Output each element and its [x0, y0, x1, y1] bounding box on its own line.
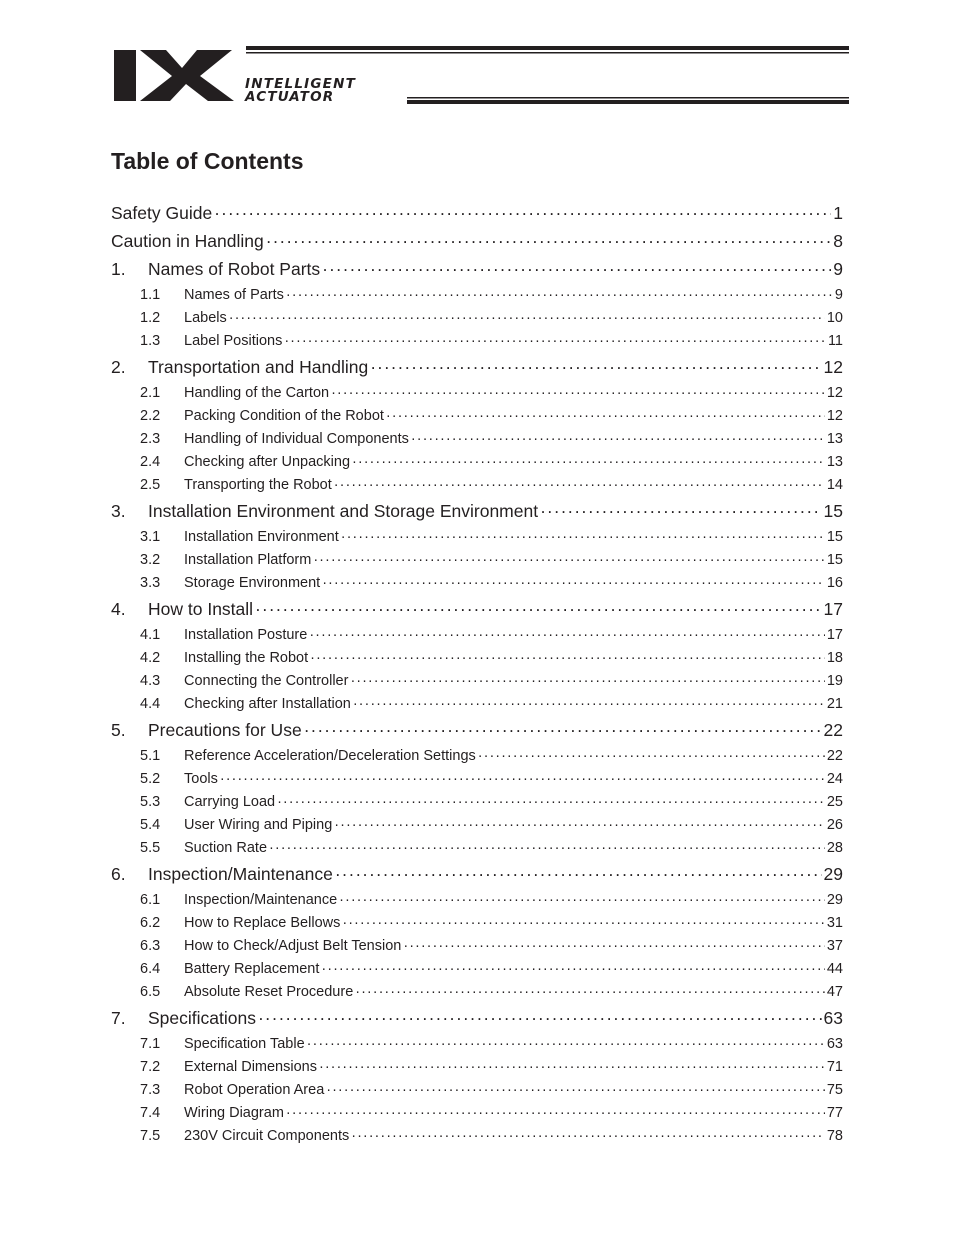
toc-entry[interactable]: [111, 428, 843, 451]
toc-entry-title: Transporting the Robot: [184, 477, 332, 493]
toc-entry[interactable]: [111, 791, 843, 814]
toc-entry-title: How to Check/Adjust Belt Tension: [184, 938, 402, 954]
toc-entry[interactable]: [111, 912, 843, 935]
toc-entry-page: 29: [823, 864, 843, 884]
toc-entry[interactable]: [111, 255, 843, 284]
toc-entry-page: 71: [826, 1059, 843, 1075]
toc-entry-title: Checking after Installation: [184, 696, 351, 712]
toc-entry[interactable]: [111, 497, 843, 526]
toc-entry-number: 3.2: [140, 552, 161, 568]
toc-entry-title: Carrying Load: [184, 794, 276, 810]
toc-entry-page: 22: [826, 748, 843, 764]
dot-leader: [286, 1102, 825, 1125]
toc-entry-number: 7.2: [140, 1059, 161, 1075]
brand-logo: [0, 0, 954, 110]
toc-entry[interactable]: [111, 981, 843, 1004]
toc-entry-page: 31: [826, 915, 843, 931]
toc-entry-title: User Wiring and Piping: [184, 817, 333, 833]
toc-entry[interactable]: [111, 745, 843, 768]
dot-leader: [403, 935, 825, 958]
toc-entry-title: Names of Robot Parts: [148, 259, 321, 279]
toc-entry-page: 63: [826, 1036, 843, 1052]
toc-entry-page: 12: [823, 357, 843, 377]
toc-entry-page: 14: [826, 477, 843, 493]
toc-entry[interactable]: [111, 1004, 843, 1033]
brand-line-intelligent: INTELLIGENT: [245, 76, 356, 92]
toc-entry[interactable]: [111, 382, 843, 405]
dot-leader: [309, 624, 825, 647]
toc-entry-title: How to Replace Bellows: [184, 915, 341, 931]
toc-entry-title: Reference Acceleration/Deceleration Settings: [184, 748, 476, 764]
toc-entry-page: 10: [826, 310, 843, 326]
toc-entry-page: 1: [833, 203, 843, 223]
dot-leader: [266, 227, 832, 255]
toc-entry-title: Caution in Handling: [111, 231, 264, 251]
dot-leader: [319, 1056, 825, 1079]
toc-entry-title: Installation Posture: [184, 627, 308, 643]
dot-leader: [313, 549, 825, 572]
toc-entry[interactable]: [111, 647, 843, 670]
toc-entry-title: Packing Condition of the Robot: [184, 408, 384, 424]
toc-entry-title: Installing the Robot: [184, 650, 309, 666]
toc-entry-number: 6.5: [140, 984, 161, 1000]
toc-entry-page: 78: [826, 1128, 843, 1144]
toc-entry-number: 2.: [111, 357, 126, 377]
toc-entry-page: 15: [826, 529, 843, 545]
toc-entry-title: Safety Guide: [111, 203, 213, 223]
page-title: Table of Contents: [111, 148, 304, 174]
toc-entry-page: 18: [826, 650, 843, 666]
dot-leader: [322, 255, 831, 284]
toc-entry-number: 6.3: [140, 938, 161, 954]
dot-leader: [284, 330, 826, 353]
toc-entry-title: Installation Environment: [184, 529, 339, 545]
toc-entry-page: 16: [826, 575, 843, 591]
dot-leader: [351, 1125, 825, 1148]
toc-entry-title: Names of Parts: [184, 287, 284, 303]
toc-entry[interactable]: [111, 307, 843, 330]
toc-entry[interactable]: [111, 405, 843, 428]
toc-entry[interactable]: [111, 860, 843, 889]
toc-entry-page: 44: [826, 961, 843, 977]
toc-entry-number: 4.4: [140, 696, 161, 712]
toc-entry[interactable]: [111, 284, 843, 307]
toc-entry[interactable]: [111, 958, 843, 981]
toc-entry-number: 2.2: [140, 408, 161, 424]
dot-leader: [326, 1079, 825, 1102]
toc-entry-number: 6.4: [140, 961, 161, 977]
toc-entry[interactable]: [111, 451, 843, 474]
toc-entry-title: How to Install: [148, 599, 254, 619]
toc-entry[interactable]: [111, 526, 843, 549]
dot-leader: [214, 199, 831, 227]
toc-entry-title: Specification Table: [184, 1036, 305, 1052]
toc-entry-number: 3.1: [140, 529, 161, 545]
toc-entry-page: 24: [826, 771, 843, 787]
toc-entry[interactable]: [111, 670, 843, 693]
toc-entry-number: 5.4: [140, 817, 161, 833]
dot-leader: [286, 284, 833, 307]
ix-logo-graphic: [0, 0, 954, 110]
dot-leader: [307, 1033, 825, 1056]
toc-entry-page: 63: [823, 1008, 843, 1028]
dot-leader: [353, 693, 825, 716]
toc-entry-page: 29: [826, 892, 843, 908]
dot-leader: [310, 647, 825, 670]
toc-entry-page: 13: [826, 431, 843, 447]
dot-leader: [220, 768, 825, 791]
toc-entry-page: 15: [823, 501, 843, 521]
toc-entry-page: 13: [826, 454, 843, 470]
dot-leader: [269, 837, 825, 860]
toc-entry-title: Tools: [184, 771, 218, 787]
toc-entry-page: 12: [826, 408, 843, 424]
toc-entry-title: External Dimensions: [184, 1059, 317, 1075]
toc-entry-page: 12: [826, 385, 843, 401]
toc-entry-page: 17: [823, 599, 843, 619]
toc-entry[interactable]: [111, 693, 843, 716]
toc-entry-page: 9: [833, 259, 843, 279]
toc-entry-title: Wiring Diagram: [184, 1105, 284, 1121]
toc-entry-number: 1.1: [140, 287, 161, 303]
toc-entry-number: 7.4: [140, 1105, 161, 1121]
dot-leader: [334, 814, 825, 837]
toc-entry-number: 6.2: [140, 915, 161, 931]
toc-entry[interactable]: [111, 814, 843, 837]
toc-entry-number: 4.2: [140, 650, 161, 666]
toc-entry-title: Connecting the Controller: [184, 673, 349, 689]
toc-entry-page: 26: [826, 817, 843, 833]
dot-leader: [339, 889, 825, 912]
toc-entry-title: Inspection/Maintenance: [148, 864, 333, 884]
toc-entry-number: 7.: [111, 1008, 126, 1028]
toc-entry-number: 1.2: [140, 310, 161, 326]
toc-entry-number: 6.: [111, 864, 126, 884]
toc-entry-title: Robot Operation Area: [184, 1082, 325, 1098]
toc-entry-page: 11: [827, 333, 843, 349]
toc-entry-number: 4.3: [140, 673, 161, 689]
dot-leader: [229, 307, 825, 330]
toc-entry-number: 5.2: [140, 771, 161, 787]
toc-entry-page: 47: [826, 984, 843, 1000]
dot-leader: [334, 474, 825, 497]
toc-entry-title: Specifications: [148, 1008, 256, 1028]
toc-entry-title: Precautions for Use: [148, 720, 302, 740]
dot-leader: [258, 1004, 822, 1033]
toc-entry-title: Handling of the Carton: [184, 385, 330, 401]
toc-entry[interactable]: [111, 199, 843, 227]
toc-entry-title: Label Positions: [184, 333, 283, 349]
toc-entry-page: 75: [826, 1082, 843, 1098]
toc-entry-number: 6.1: [140, 892, 161, 908]
toc-entry-page: 21: [826, 696, 843, 712]
toc-entry-number: 2.1: [140, 385, 161, 401]
dot-leader: [322, 572, 825, 595]
toc-entry-page: 77: [826, 1105, 843, 1121]
toc-entry[interactable]: [111, 768, 843, 791]
toc-entry[interactable]: [111, 549, 843, 572]
toc-entry-page: 37: [826, 938, 843, 954]
toc-entry-page: 17: [826, 627, 843, 643]
dot-leader: [478, 745, 825, 768]
toc-entry-number: 2.5: [140, 477, 161, 493]
toc-entry[interactable]: [111, 353, 843, 382]
dot-leader: [370, 353, 821, 382]
toc-entry-page: 8: [833, 231, 843, 251]
toc-entry-title: Storage Environment: [184, 575, 321, 591]
toc-entry[interactable]: [111, 227, 843, 255]
toc-entry-title: Battery Replacement: [184, 961, 320, 977]
toc-entry[interactable]: [111, 1125, 843, 1148]
dot-leader: [342, 912, 825, 935]
dot-leader: [255, 595, 821, 624]
dot-leader: [341, 526, 825, 549]
toc-entry-number: 7.5: [140, 1128, 161, 1144]
toc-entry[interactable]: [111, 1102, 843, 1125]
toc-entry[interactable]: [111, 1033, 843, 1056]
toc-entry[interactable]: [111, 837, 843, 860]
toc-entry-number: 1.: [111, 259, 126, 279]
toc-entry[interactable]: [111, 595, 843, 624]
dot-leader: [304, 716, 822, 745]
toc-entry-title: 230V Circuit Components: [184, 1128, 350, 1144]
toc-entry-title: Labels: [184, 310, 227, 326]
dot-leader: [277, 791, 825, 814]
toc-entry-number: 5.5: [140, 840, 161, 856]
toc-entry-title: Transportation and Handling: [148, 357, 369, 377]
toc-entry-page: 25: [826, 794, 843, 810]
toc-entry[interactable]: [111, 935, 843, 958]
toc-entry-number: 2.3: [140, 431, 161, 447]
table-of-contents: [111, 199, 843, 1148]
toc-entry-number: 2.4: [140, 454, 161, 470]
toc-entry-title: Inspection/Maintenance: [184, 892, 338, 908]
toc-entry-title: Suction Rate: [184, 840, 268, 856]
dot-leader: [335, 860, 822, 889]
toc-entry-number: 4.: [111, 599, 126, 619]
toc-entry-number: 5.1: [140, 748, 161, 764]
dot-leader: [331, 382, 825, 405]
dot-leader: [355, 981, 825, 1004]
dot-leader: [352, 451, 825, 474]
toc-entry-number: 1.3: [140, 333, 161, 349]
dot-leader: [411, 428, 825, 451]
dot-leader: [350, 670, 824, 693]
toc-entry-number: 7.1: [140, 1036, 161, 1052]
toc-entry[interactable]: [111, 572, 843, 595]
toc-entry-number: 3.3: [140, 575, 161, 591]
toc-entry[interactable]: [111, 474, 843, 497]
toc-entry[interactable]: [111, 624, 843, 647]
toc-entry-number: 4.1: [140, 627, 161, 643]
toc-entry-number: 5.3: [140, 794, 161, 810]
toc-entry-title: Absolute Reset Procedure: [184, 984, 354, 1000]
brand-line-actuator: ACTUATOR: [245, 89, 335, 105]
toc-entry-number: 7.3: [140, 1082, 161, 1098]
toc-entry[interactable]: [111, 1079, 843, 1102]
toc-entry[interactable]: [111, 889, 843, 912]
toc-entry[interactable]: [111, 330, 843, 353]
toc-entry-title: Handling of Individual Components: [184, 431, 409, 447]
toc-entry[interactable]: [111, 1056, 843, 1079]
toc-entry-page: 28: [826, 840, 843, 856]
toc-entry-title: Checking after Unpacking: [184, 454, 351, 470]
toc-entry-page: 19: [826, 673, 843, 689]
toc-entry-title: Installation Environment and Storage Environment: [148, 501, 539, 521]
toc-entry-number: 3.: [111, 501, 126, 521]
dot-leader: [321, 958, 824, 981]
toc-entry-page: 9: [834, 287, 843, 303]
toc-entry[interactable]: [111, 716, 843, 745]
toc-entry-page: 15: [826, 552, 843, 568]
dot-leader: [386, 405, 825, 428]
toc-entry-title: Installation Platform: [184, 552, 312, 568]
dot-leader: [540, 497, 821, 526]
toc-entry-number: 5.: [111, 720, 126, 740]
toc-entry-page: 22: [823, 720, 843, 740]
